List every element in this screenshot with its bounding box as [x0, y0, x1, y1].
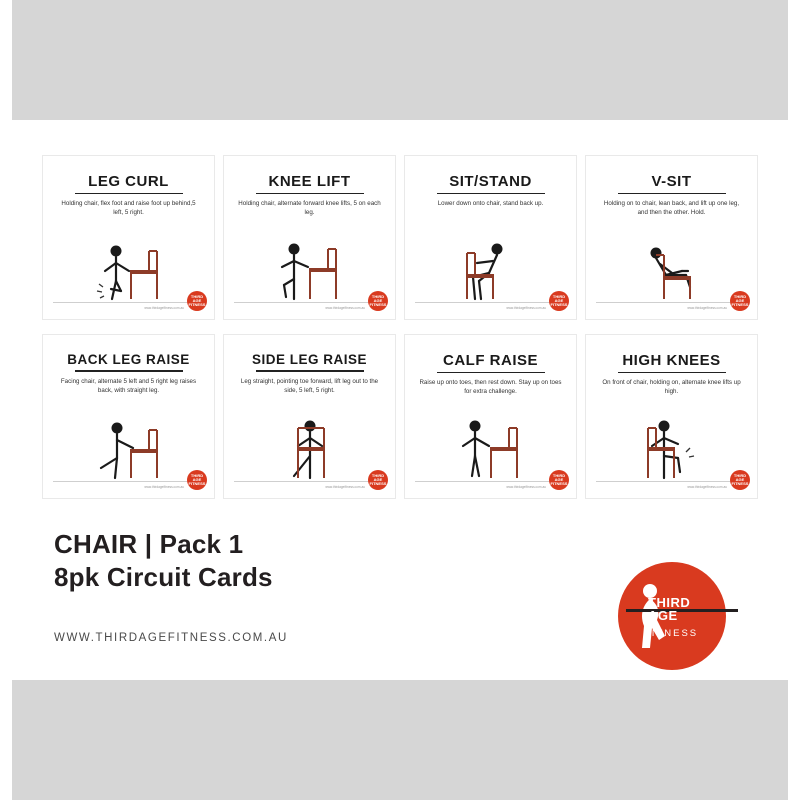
exercise-card[interactable] [223, 334, 396, 499]
title-underline [618, 193, 726, 195]
brand-badge-text: THIRD AGE FITNESS [369, 293, 387, 308]
brand-badge [549, 291, 569, 311]
card-title: BACK LEG RAISE [67, 352, 190, 367]
brand-badge-text: THIRD AGE FITNESS [731, 293, 749, 308]
brand-badge [730, 291, 750, 311]
card-title: SIDE LEG RAISE [251, 352, 368, 367]
product-title-line2: 8pk Circuit Cards [54, 561, 273, 592]
exercise-card[interactable] [404, 155, 577, 320]
brand-badge-text: THIRD AGE FITNESS [550, 472, 568, 487]
product-title-line1: CHAIR | Pack 1 [54, 529, 244, 559]
exercise-card[interactable] [223, 155, 396, 320]
brand-badge [549, 470, 569, 490]
brand-badge [187, 291, 207, 311]
card-note: www.thirdagefitness.com.au [687, 485, 727, 489]
brand-badge [368, 291, 388, 311]
floor-line [53, 302, 204, 303]
brand-logo [618, 562, 736, 680]
card-description: Raise up onto toes, then rest down. Stay up on toes for extra challenge. [419, 379, 562, 396]
product-title [54, 528, 273, 593]
title-underline [75, 370, 183, 372]
floor-line [234, 481, 385, 482]
card-note: www.thirdagefitness.com.au [506, 306, 546, 310]
card-description: Holding on to chair, lean back, and lift up one leg, and then the other. Hold. [603, 200, 740, 217]
card-note: www.thirdagefitness.com.au [144, 306, 184, 310]
card-description: Leg straight, pointing toe forward, lift leg out to the side, 5 left, 5 right. [240, 377, 379, 394]
title-underline [437, 372, 545, 374]
floor-line [234, 302, 385, 303]
card-description: On front of chair, holding on, alternate knee lifts up high. [602, 379, 741, 396]
website-url: WWW.THIRDAGEFITNESS.COM.AU [54, 632, 288, 644]
card-description: Facing chair, alternate 5 left and 5 right leg raises back, with straight leg. [60, 377, 197, 394]
title-underline [256, 370, 364, 372]
brand-badge [368, 470, 388, 490]
brand-badge [730, 470, 750, 490]
card-note: www.thirdagefitness.com.au [144, 485, 184, 489]
logo-line2: AGE [648, 608, 678, 623]
brand-badge-text: THIRD AGE FITNESS [369, 472, 387, 487]
brand-badge-text: THIRD AGE FITNESS [731, 472, 749, 487]
floor-line [53, 481, 204, 482]
floor-line [415, 302, 566, 303]
logo-line3: FITNESS [644, 628, 699, 639]
title-underline [75, 193, 183, 195]
card-title: V-SIT [651, 173, 692, 190]
card-note: www.thirdagefitness.com.au [325, 306, 365, 310]
card-description: Holding chair, flex foot and raise foot up behind,5 left, 5 right. [61, 200, 196, 217]
card-title: LEG CURL [88, 173, 169, 190]
card-title: CALF RAISE [443, 352, 538, 369]
card-description: Lower down onto chair, stand back up. [437, 200, 544, 208]
floor-line [596, 302, 747, 303]
title-underline [256, 193, 364, 195]
brand-badge [187, 470, 207, 490]
card-description: Holding chair, alternate forward knee lifts, 5 on each leg. [238, 200, 381, 217]
exercise-card[interactable] [404, 334, 577, 499]
floor-line [415, 481, 566, 482]
exercise-card[interactable] [42, 334, 215, 499]
floor-line [596, 481, 747, 482]
brand-badge-text: THIRD AGE FITNESS [188, 293, 206, 308]
exercise-card[interactable] [585, 334, 758, 499]
footer-band [12, 500, 788, 680]
title-underline [437, 193, 545, 195]
card-title: HIGH KNEES [622, 352, 721, 369]
cards-grid [42, 155, 758, 499]
card-title: KNEE LIFT [268, 173, 351, 190]
logo-wordmark [644, 595, 699, 639]
title-underline [618, 372, 726, 374]
brand-badge-text: THIRD AGE FITNESS [188, 472, 206, 487]
exercise-card[interactable] [585, 155, 758, 320]
card-note: www.thirdagefitness.com.au [506, 485, 546, 489]
card-note: www.thirdagefitness.com.au [687, 306, 727, 310]
logo-line1: THIRD [648, 595, 691, 610]
brand-badge-text: THIRD AGE FITNESS [550, 293, 568, 308]
exercise-card[interactable] [42, 155, 215, 320]
card-note: www.thirdagefitness.com.au [325, 485, 365, 489]
card-title: SIT/STAND [449, 173, 532, 190]
